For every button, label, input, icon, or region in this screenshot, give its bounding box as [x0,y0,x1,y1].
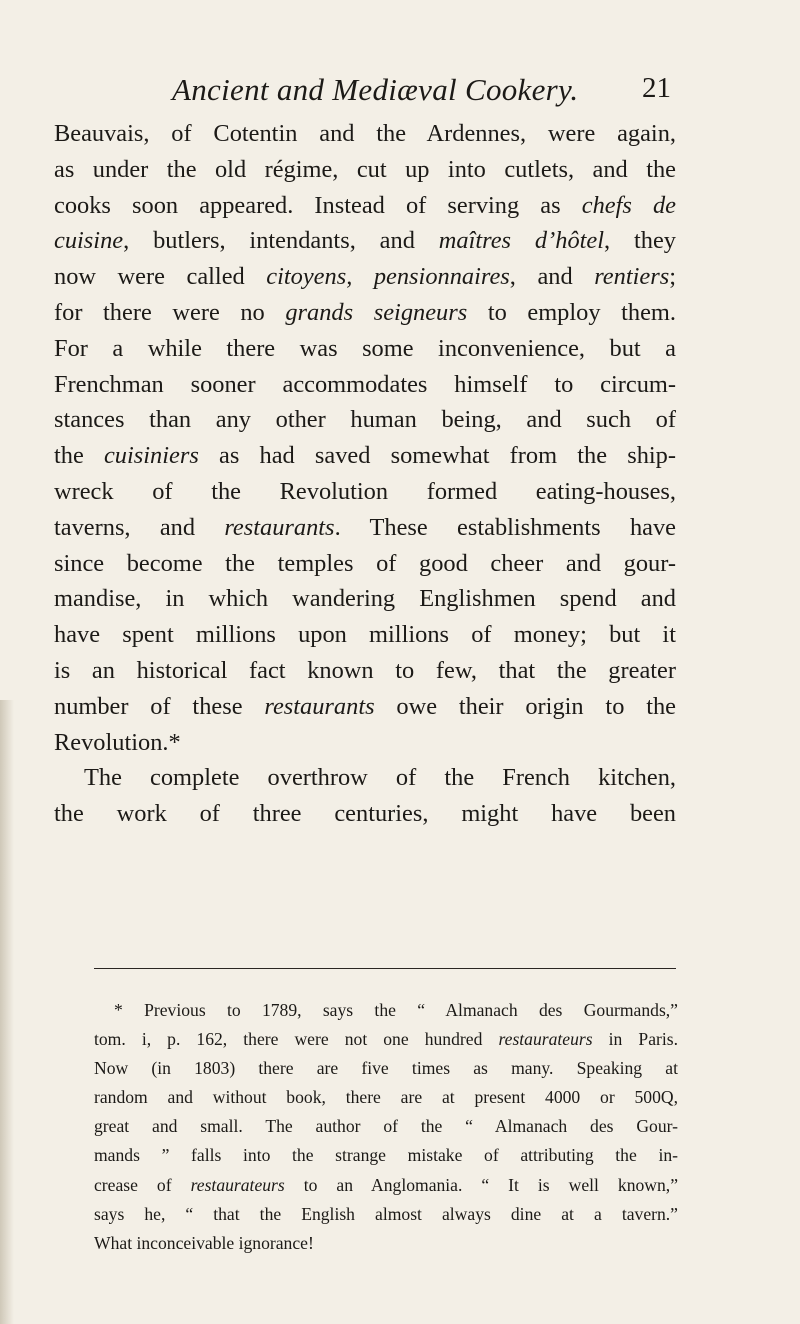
text-segment: to an Anglomania. “ It is well known,” [284,1174,678,1195]
text-segment: mands ” falls into the strange mistake of attributing the in- [94,1145,678,1166]
italic-phrase: restaurateurs [190,1174,285,1195]
italic-phrase: restaurants [264,692,375,720]
text-line [54,152,676,188]
text-line [54,223,676,259]
text-line [54,546,676,582]
text-segment: * Previous to 1789, says the “ Almanach des Gourmands,” [114,1000,678,1020]
italic-phrase: restaurants [224,513,335,541]
italic-phrase: restaurateurs [498,1029,593,1050]
italic-phrase: cuisiniers [103,442,199,470]
footnote-line [94,1171,678,1200]
page-header [0,72,800,112]
italic-phrase: cuisine [54,227,124,255]
text-segment: crease of [94,1174,191,1195]
text-segment: is an historical fact known to few, that the greater [54,656,676,684]
text-line [54,510,676,546]
footnote-line [94,1200,678,1229]
running-head: Ancient and Mediæval Cookery. [172,72,579,107]
text-line [54,689,676,725]
text-segment: to employ them. [467,298,677,326]
footnote-rule [94,968,676,969]
text-line [54,259,676,295]
text-segment: since become the temples of good cheer and gour- [54,549,676,577]
italic-phrase: chefs de [581,191,676,219]
text-line [54,653,676,689]
text-segment: number of these [54,692,265,720]
text-segment: the [54,442,104,470]
text-segment: says he, “ that the English almost always dine at a tavern.” [94,1203,678,1224]
text-line [54,438,676,474]
text-line [54,581,676,617]
italic-phrase: maîtres d’hôtel [438,227,605,255]
italic-phrase: grands seigneurs [285,298,468,326]
text-line [54,617,676,653]
footnote-line [94,1025,678,1054]
text-line [54,367,676,403]
text-segment: as under the old régime, cut up into cutlets, and the [54,155,676,183]
text-segment: now were called [54,263,267,291]
text-line [54,116,676,152]
text-segment: What inconceivable ignorance! [94,1232,314,1253]
text-line [54,295,676,331]
text-segment: as had saved somewhat from the ship- [198,442,677,470]
page-spine-shadow [0,700,14,1324]
text-line [54,188,676,224]
footnote-line [94,1054,678,1083]
text-segment: Beauvais, of Cotentin and the Ardennes, were again, [54,120,676,147]
text-segment: Now (in 1803) there are five times as many. Speaking at [94,1058,678,1079]
text-segment: have spent millions upon millions of money; but it [54,621,676,649]
text-line [54,402,676,438]
text-segment: The complete overthrow of the French kitchen, [84,764,676,792]
text-segment: for there were no [54,298,286,326]
text-segment: , butlers, intendants, and [123,227,439,255]
text-segment: , and [509,263,595,291]
text-line [54,725,676,761]
text-segment: in Paris. [592,1029,678,1050]
body-text [54,116,676,832]
footnote [94,996,678,1258]
text-line [54,760,676,796]
text-segment: mandise, in which wandering Englishmen spend and [54,585,676,613]
text-segment: cooks soon appeared. Instead of serving as [54,191,582,219]
footnote-line [94,996,678,1025]
italic-phrase: rentiers [594,263,670,291]
text-segment: Frenchman sooner accommodates himself to circum- [54,370,676,398]
text-segment: tom. i, p. 162, there were not one hundred [94,1029,499,1050]
text-segment: ; [669,263,676,291]
text-segment: the work of three centuries, might have been [54,800,676,828]
text-segment: great and small. The author of the “ Almanach des Gour- [94,1116,678,1137]
footnote-line [94,1112,678,1141]
page-number: 21 [642,72,671,104]
text-segment: owe their origin to the [374,692,676,720]
footnote-line [94,1083,678,1112]
text-line [54,474,676,510]
footnote-line [94,1141,678,1170]
text-segment: stances than any other human being, and such of [54,406,676,434]
footnote-line [94,1229,678,1258]
text-line [54,331,676,367]
text-line [54,796,676,832]
italic-phrase: citoyens, pensionnaires [266,263,510,291]
text-segment: Revolution.* [54,728,181,756]
text-segment: taverns, and [54,513,225,541]
text-segment: random and without book, there are at present 4000 or 500Q, [94,1087,678,1108]
text-segment: , they [604,227,677,255]
text-segment: For a while there was some inconvenience, but a [54,334,676,362]
text-segment: . These establishments have [334,513,676,541]
text-segment: wreck of the Revolution formed eating-houses, [54,477,676,505]
